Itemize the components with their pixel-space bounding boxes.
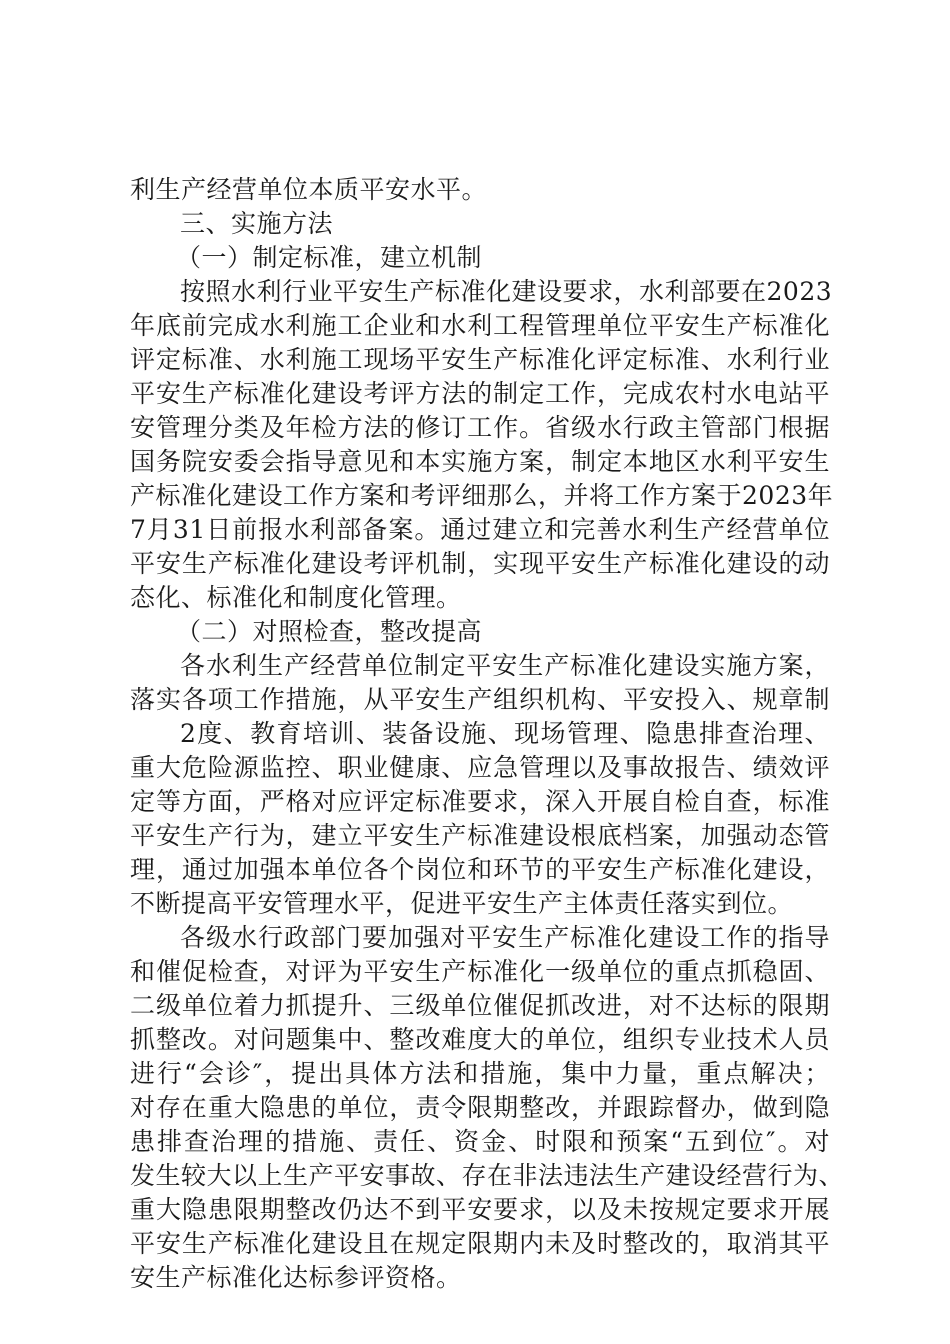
- text-line: 发生较大以上生产平安事故、存在非法违法生产建设经营行为、: [130, 1161, 845, 1190]
- text-line: 安管理分类及年检方法的修订工作。省级水行政主管部门根据: [130, 413, 830, 442]
- text-line: 对存在重大隐患的单位，责令限期整改，并跟踪督办，做到隐: [130, 1093, 830, 1122]
- text-line: 定等方面，严格对应评定标准要求，深入开展自检自查，标准: [130, 787, 830, 816]
- text-line: 年底前完成水利施工企业和水利工程管理单位平安生产标准化: [130, 311, 830, 340]
- text-line: 不断提高平安管理水平，促进平安生产主体责任落实到位。: [130, 889, 794, 918]
- text-line: 各水利生产经营单位制定平安生产标准化建设实施方案，: [180, 651, 830, 680]
- text-line: 落实各项工作措施，从平安生产组织机构、平安投入、规章制: [130, 685, 830, 714]
- text-line: 平安生产行为，建立平安生产标准建设根底档案，加强动态管: [130, 821, 830, 850]
- text-line: 安生产标准化达标参评资格。: [130, 1263, 462, 1292]
- text-line: 利生产经营单位本质平安水平。: [130, 175, 488, 204]
- text-line: 2度、教育培训、装备设施、现场管理、隐患排查治理、: [180, 719, 830, 748]
- text-line: 态化、标准化和制度化管理。: [130, 583, 462, 612]
- text-line: 按照水利行业平安生产标准化建设要求，水利部要在2023: [180, 277, 833, 306]
- text-line: 平安生产标准化建设考评机制，实现平安生产标准化建设的动: [130, 549, 830, 578]
- text-line: 重大危险源监控、职业健康、应急管理以及事故报告、绩效评: [130, 753, 830, 782]
- text-line: 二级单位着力抓提升、三级单位催促抓改进，对不达标的限期: [130, 991, 830, 1020]
- subsection-heading: （二）对照检查，整改提高: [176, 617, 483, 646]
- text-line: 和催促检查，对评为平安生产标准化一级单位的重点抓稳固、: [130, 957, 830, 986]
- text-line: 进行“会诊″，提出具体方法和措施，集中力量，重点解决；: [130, 1059, 830, 1088]
- text-line: 各级水行政部门要加强对平安生产标准化建设工作的指导: [180, 923, 830, 952]
- section-heading: 三、实施方法: [180, 209, 334, 238]
- text-line: 7月31日前报水利部备案。通过建立和完善水利生产经营单位: [130, 515, 830, 544]
- text-line: 评定标准、水利施工现场平安生产标准化评定标准、水利行业: [130, 345, 830, 374]
- text-line: 产标准化建设工作方案和考评细那么，并将工作方案于2023年: [130, 481, 834, 510]
- text-line: 重大隐患限期整改仍达不到平安要求，以及未按规定要求开展: [130, 1195, 830, 1224]
- text-line: 理，通过加强本单位各个岗位和环节的平安生产标准化建设，: [130, 855, 830, 884]
- text-line: 平安生产标准化建设考评方法的制定工作，完成农村水电站平: [130, 379, 830, 408]
- subsection-heading: （一）制定标准，建立机制: [176, 243, 483, 272]
- text-line: 抓整改。对问题集中、整改难度大的单位，组织专业技术人员: [130, 1025, 830, 1054]
- text-line: 患排查治理的措施、责任、资金、时限和预案“五到位″。对: [130, 1127, 830, 1156]
- text-line: 国务院安委会指导意见和本实施方案，制定本地区水利平安生: [130, 447, 830, 476]
- text-line: 平安生产标准化建设且在规定限期内未及时整改的，取消其平: [130, 1229, 830, 1258]
